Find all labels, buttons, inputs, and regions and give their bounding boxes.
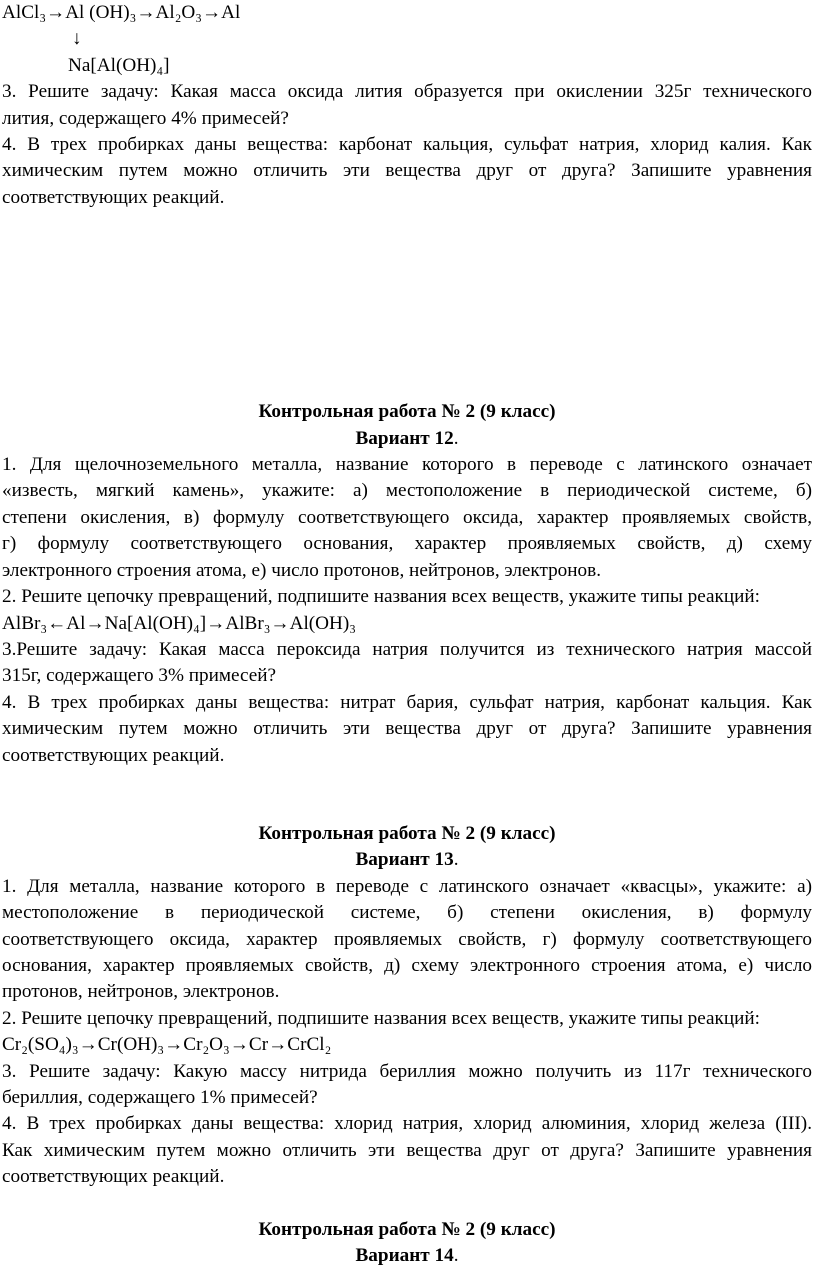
task-1-line: основания, характер проявляемых свойств, д) схему электронного строения атома, е) число	[2, 954, 812, 976]
variant-dot: .	[453, 1245, 459, 1267]
task-1-line: степени окисления, в) формулу соответствующего оксида, характер проявляемых свойств,	[2, 506, 812, 528]
task-2-line: 2. Решите цепочку превращений, подпишите названия всех веществ, укажите типы реакций:	[2, 586, 760, 608]
task-1-line: местоположение в периодической системе, б) степени окисления, в) формулу	[2, 902, 812, 924]
task-3-line: 3. Решите задачу: Какую массу нитрида бериллия можно получить из 117г технического	[2, 1060, 812, 1082]
section-title: Контрольная работа № 2 (9 класс)	[258, 822, 556, 844]
chain-branch-formula: Na[Al(OH)₄]	[68, 54, 170, 76]
task-1-line: протонов, нейтронов, электронов.	[2, 981, 280, 1003]
task-4-line: 4. В трех пробирках даны вещества: хлорид натрия, хлорид алюминия, хлорид железа (III).	[2, 1113, 812, 1135]
task-2-line: 2. Решите цепочку превращений, подпишите названия всех веществ, укажите типы реакций:	[2, 1007, 760, 1029]
task-3-line: 315г, содержащего 3% примесей?	[2, 665, 277, 687]
document-page	[2, 0, 812, 1269]
task-1-line: г) формулу соответствующего основания, характер проявляемых свойств, д) схему	[2, 533, 812, 555]
section-title: Контрольная работа № 2 (9 класс)	[258, 401, 556, 423]
variant-label: Вариант 13	[355, 849, 454, 871]
down-arrow-icon: ↓	[72, 28, 82, 50]
task-2-chain: Cr₂(SO₄)₃→Cr(OH)₃→Cr₂O₃→Cr→CrCl₂	[2, 1034, 332, 1056]
variant-heading	[2, 426, 812, 452]
task-4-line: соответствующих реакций.	[2, 1166, 225, 1188]
task-4-line: Как химическим путем можно отличить эти вещества друг от друга? Запишите уравнения	[2, 1139, 812, 1161]
task-3-line: бериллия, содержащего 1% примесей?	[2, 1087, 318, 1108]
task-3-line: лития, содержащего 4% примесей?	[2, 107, 289, 129]
task-4-line: 4. В трех пробирках даны вещества: карбонат кальция, сульфат натрия, хлорид калия. Как	[2, 134, 812, 156]
variant-heading	[2, 847, 812, 873]
task-2-chain: AlBr₃←Al→Na[Al(OH)₄]→AlBr₃→Al(OH)₃	[2, 612, 356, 634]
variant-label: Вариант 14	[355, 1245, 454, 1267]
variant-dot: .	[453, 849, 459, 871]
task-1-line: 1. Для металла, название которого в переводе с латинского означает «квасцы», укажите: а)	[2, 875, 812, 897]
section-title: Контрольная работа № 2 (9 класс)	[258, 1218, 556, 1240]
task-4-line: химическим путем можно отличить эти вещества друг от друга? Запишите уравнения	[2, 718, 812, 740]
variant-heading	[2, 1243, 812, 1269]
chain-formula: AlCl₃→Al (OH)₃→Al₂O₃→Al	[2, 2, 241, 23]
task-1-line: «известь, мягкий камень», укажите: а) местоположение в периодической системе, б)	[2, 480, 812, 502]
task-1-line: соответствующего оксида, характер проявляемых свойств, г) формулу соответствующего	[2, 928, 812, 950]
task-4-line: химическим путем можно отличить эти вещества друг от друга? Запишите уравнения	[2, 160, 812, 182]
task-4-line: соответствующих реакций.	[2, 744, 225, 766]
task-1-line: 1. Для щелочноземельного металла, название которого в переводе с латинского означает	[2, 454, 812, 476]
variant-label: Вариант 12	[355, 427, 454, 449]
variant-dot: .	[453, 427, 459, 449]
task-3-line: 3. Решите задачу: Какая масса оксида лития образуется при окислении 325г технического	[2, 81, 812, 103]
task-1-line: электронного строения атома, е) число протонов, нейтронов, электронов.	[2, 559, 601, 581]
task-4-line: 4. В трех пробирках даны вещества: нитрат бария, сульфат натрия, карбонат кальция. Как	[2, 691, 812, 713]
task-4-line: соответствующих реакций.	[2, 186, 225, 208]
task-3-line: 3.Решите задачу: Какая масса пероксида натрия получится из технического натрия массой	[2, 638, 812, 660]
